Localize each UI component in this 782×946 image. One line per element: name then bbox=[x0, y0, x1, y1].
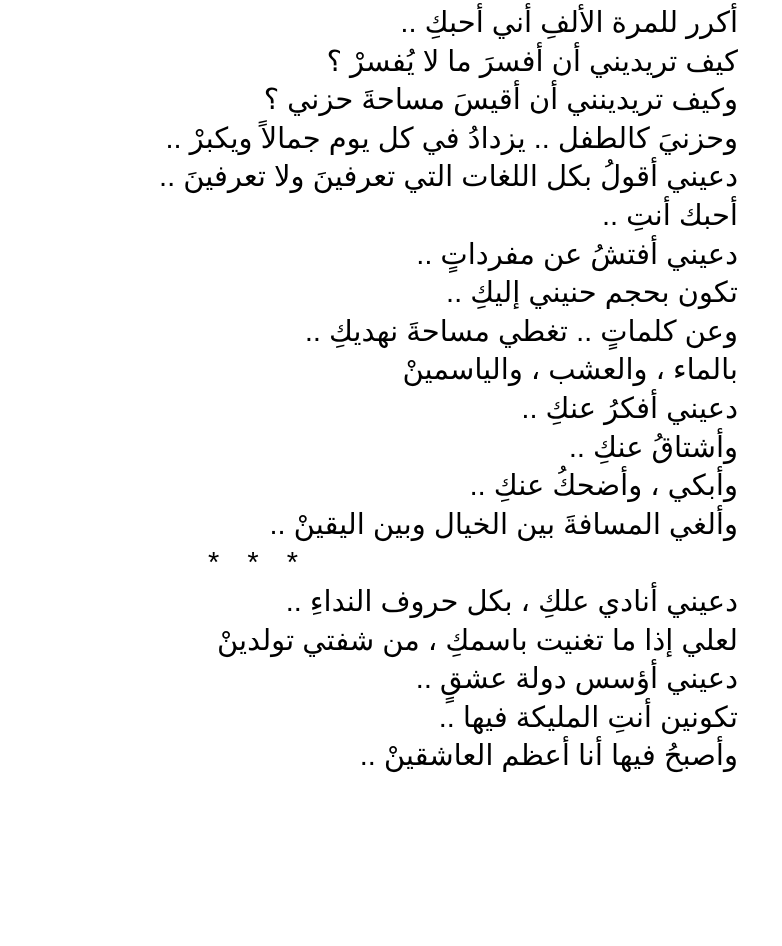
poem-line: دعيني أنادي علكِ ، بكل حروف النداءِ .. bbox=[285, 585, 738, 618]
poem-text bbox=[8, 4, 738, 776]
poem-line: وحزنيَ كالطفل .. يزدادُ في كل يوم جمالاً ويكبرْ .. bbox=[165, 122, 738, 155]
poem-line: أكرر للمرة الألفِ أني أحبكِ .. bbox=[400, 7, 738, 39]
poem-line: وأبكي ، وأضحكُ عنكِ .. bbox=[469, 470, 738, 503]
poem-line: تكون بحجم حنيني إليكِ .. bbox=[446, 277, 738, 310]
poem-line: دعيني أؤسس دولة عشقٍ .. bbox=[415, 663, 738, 696]
poem-line: وكيف تريدينني أن أقيسَ مساحةَ حزني ؟ bbox=[263, 84, 738, 117]
poem-line: وأشتاقُ عنكِ .. bbox=[568, 431, 738, 464]
poem-line: دعيني أقولُ بكل اللغات التي تعرفينَ ولا تعرفينَ .. bbox=[159, 161, 738, 194]
poem-line: وأصبحُ فيها أنا أعظم العاشقينْ .. bbox=[359, 740, 738, 773]
stanza-separator: * * * bbox=[208, 547, 308, 580]
poem-line: لعلي إذا ما تغنيت باسمكِ ، من شفتي تولدينْ bbox=[216, 624, 738, 657]
poem-line: دعيني أفكرُ عنكِ .. bbox=[521, 392, 738, 425]
poem-line: أحبك أنتِ .. bbox=[601, 199, 738, 232]
poem-line: وألغي المسافةَ بين الخيال وبين اليقينْ .. bbox=[269, 508, 738, 541]
poem-line: تكونين أنتِ المليكة فيها .. bbox=[438, 701, 738, 734]
poem-line: بالماء ، والعشب ، والياسمينْ bbox=[402, 354, 738, 387]
poem-line: كيف تريديني أن أفسرَ ما لا يُفسرْ ؟ bbox=[326, 45, 738, 78]
poem-line: وعن كلماتٍ .. تغطي مساحةَ نهديكِ .. bbox=[304, 315, 738, 348]
poem-line: دعيني أفتشُ عن مفرداتٍ .. bbox=[416, 238, 738, 271]
